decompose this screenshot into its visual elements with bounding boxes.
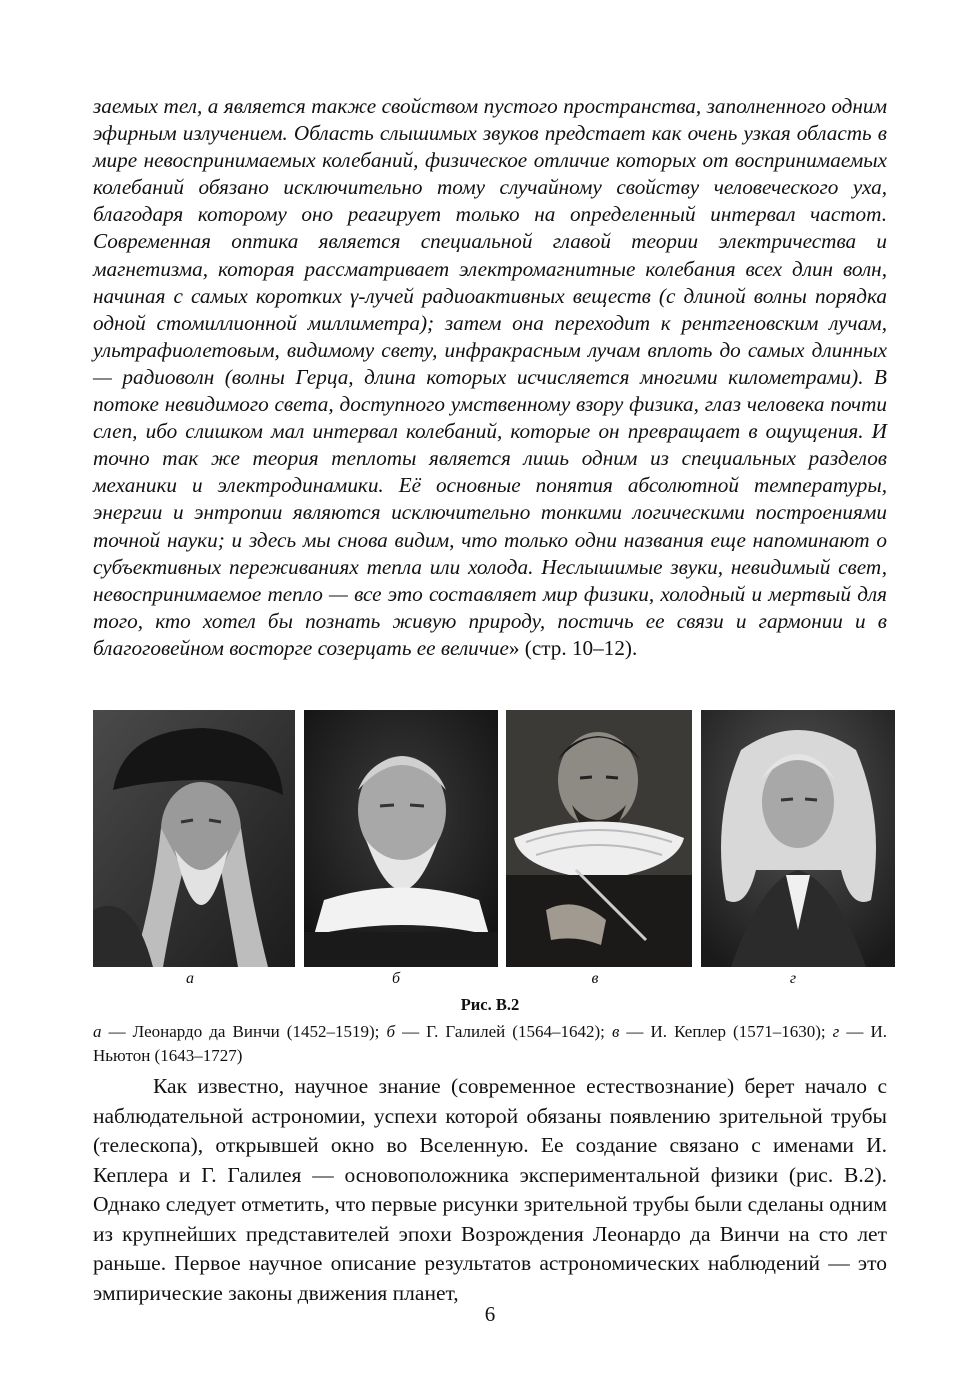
- page-number: 6: [484, 1302, 496, 1326]
- quote-paragraph: [93, 93, 887, 662]
- caption-text-b: — Г. Галилей (1564–1642);: [395, 1022, 612, 1041]
- leonardo-image: [93, 710, 295, 967]
- portrait-kepler: [506, 710, 692, 967]
- figure-label-a: а: [186, 970, 194, 987]
- caption-text-a: — Леонардо да Винчи (1452–1519);: [101, 1022, 387, 1041]
- figure-label-b: б: [391, 970, 401, 987]
- quote-italic-text: заемых тел, а является также свойством пустого пространства, заполненного одним эфирным излучением. Область слышимых звуков предстает как очень узкая область в мире невоспринимаемых колебаний, физическое отличие которых от воспринимаемых колебаний обязано исключительно тому случайному свойству человеческого уха, благодаря которому оно реагирует только на определенный интервал частот. Современная оптика является специальной главой теории электричества и магнетизма, которая рассматривает электромагнитные колебания всех длин волн, начиная с самых коротких γ-лучей радиоактивных веществ (с длиной волны порядка одной стомиллионной миллиметра); затем она переходит к рентгеновским лучам, ультрафиолетовым, видимому свету, инфракрасным лучам вплоть до самых длинных — радиоволн (волны Герца, длина которых исчисляется многими километрами). В потоке невидимого света, доступного умственному взору физика, глаз человека почти слеп, ибо слишком мал интервал колебаний, которые он превращает в ощущения. И точно так же теория теплоты является лишь одним из специальных разделов механики и электродинамики. Её основные понятия абсолютной температуры, энергии и энтропии являются исключительно тонкими логическими построениями точной науки; и здесь мы снова видим, что только одни названия еще напоминают о субъективных переживаниях тепла или холода. Неслышимые звуки, невидимый свет, невоспринимаемое тепло — все это составляет мир физики, холодный и мертвый для того, кто хотел бы познать живую природу, постичь ее связи и гармонии и в благоговейном восторге созерцать ее величие: [93, 94, 887, 660]
- portrait-newton: [701, 710, 895, 967]
- caption-text-c: — И. Кеплер (1571–1630);: [619, 1022, 833, 1041]
- figure-caption: [93, 1020, 887, 1068]
- kepler-image: [506, 710, 692, 967]
- figure-label-d: г: [789, 970, 797, 987]
- portrait-leonardo: [93, 710, 295, 967]
- body-paragraph: Как известно, научное знание (современное естествознание) берет начало с наблюдательной астрономии, успехи которой обязаны появлению зрительной трубы (телескопа), открывшей окно во Вселенную. Ее создание связано с именами И. Кеплера и Г. Галилея — основоположника экспериментальной физики (рис. В.2). Однако следует отметить, что первые рисунки зрительной трубы были сделаны одним из крупнейших представителей эпохи Возрождения Леонардо да Винчи на сто лет раньше. Первое научное описание результатов астрономических наблюдений — это эмпирические законы движения планет,: [93, 1074, 887, 1305]
- figure-title: Рис. В.2: [460, 995, 520, 1014]
- quote-tail: » (стр. 10–12).: [508, 635, 638, 660]
- newton-image: [701, 710, 895, 967]
- caption-letter-a: а: [93, 1022, 102, 1041]
- caption-letter-b: б: [386, 1022, 396, 1041]
- caption-text-d: — И. Ньютон (1643–1727): [93, 1022, 888, 1065]
- galileo-image: [304, 710, 498, 967]
- figure-label-c: в: [591, 970, 599, 987]
- portrait-galileo: [304, 710, 498, 967]
- caption-letter-c: в: [611, 1022, 620, 1041]
- portrait-figure: [93, 710, 895, 967]
- caption-letter-d: г: [832, 1022, 840, 1041]
